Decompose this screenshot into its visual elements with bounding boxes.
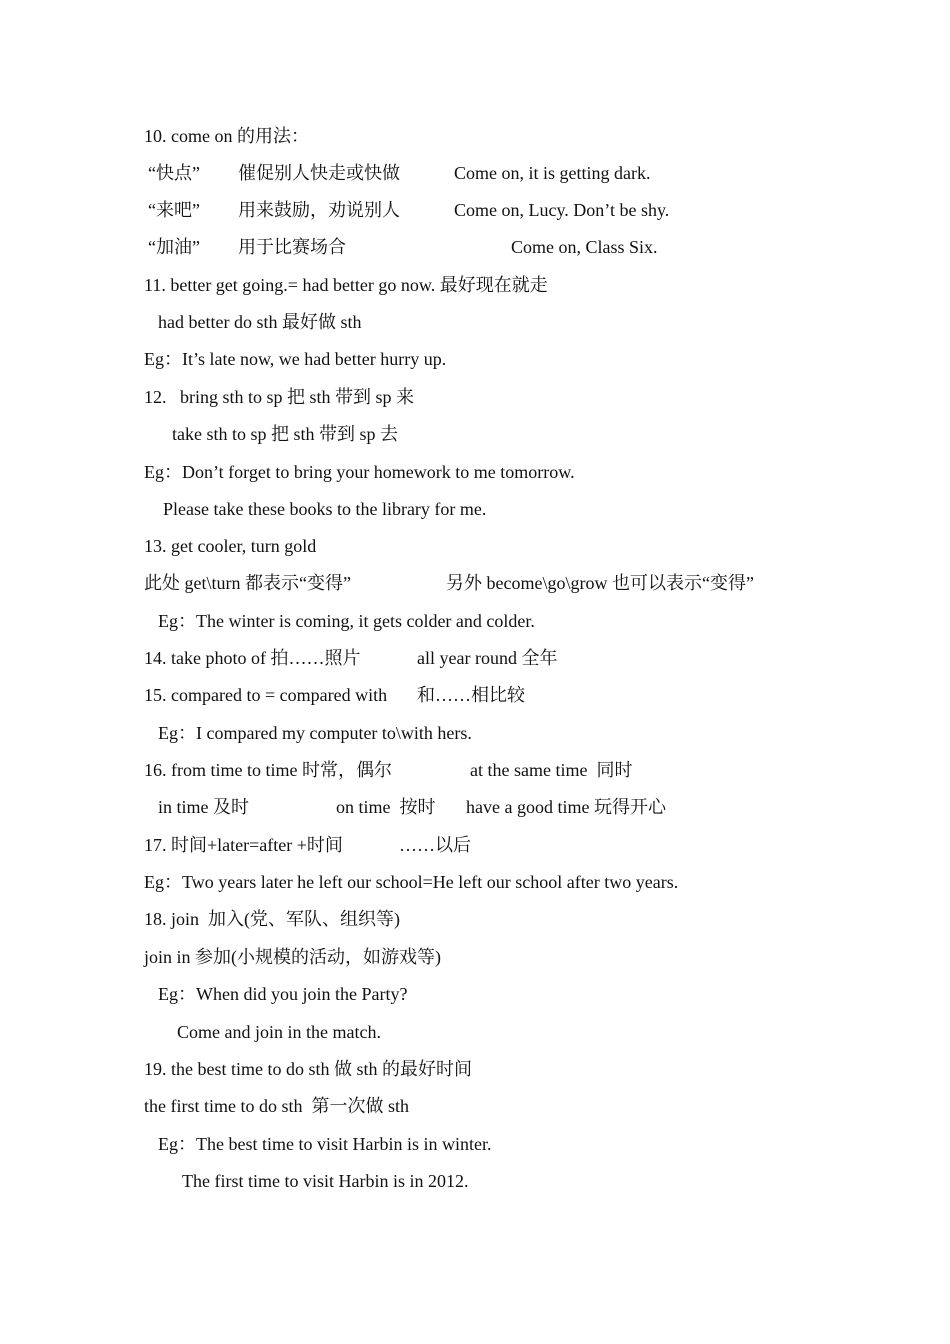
text-segment: 14. take photo of 拍……照片 — [144, 648, 361, 668]
text-segment: Eg：The winter is coming, it gets colder and colder. — [158, 611, 535, 631]
text-segment: Eg：When did you join the Party? — [158, 984, 408, 1004]
text-segment: Eg：I compared my computer to\with hers. — [158, 723, 472, 743]
text-segment: 10. come on 的用法： — [144, 126, 309, 146]
text-segment: 17. 时间+later=after +时间 — [144, 835, 343, 855]
text-segment: Come and join in the match. — [177, 1022, 381, 1042]
text-segment: 16. from time to time 时常，偶尔 — [144, 760, 392, 780]
text-segment: “来吧” — [148, 200, 200, 220]
text-segment: 另外 become\go\grow 也可以表示“变得” — [446, 573, 754, 593]
text-segment: all year round 全年 — [417, 648, 558, 668]
text-segment: 11. better get going.= had better go now. 最好现在就走 — [144, 275, 548, 295]
text-segment: 此处 get\turn 都表示“变得” — [144, 573, 351, 593]
text-segment: The first time to visit Harbin is in 2012. — [182, 1171, 469, 1191]
text-segment: 和……相比较 — [417, 685, 525, 705]
text-segment: 用于比赛场合 — [238, 237, 346, 257]
text-segment: on time 按时 — [336, 797, 436, 817]
text-segment: Eg：Two years later he left our school=He left our school after two years. — [144, 872, 679, 892]
text-segment: 13. get cooler, turn gold — [144, 536, 317, 556]
text-segment: join in 参加(小规模的活动，如游戏等) — [144, 947, 441, 967]
text-segment: 18. join 加入(党、军队、组织等) — [144, 909, 400, 929]
text-segment: “加油” — [148, 237, 200, 257]
text-segment: 19. the best time to do sth 做 sth 的最好时间 — [144, 1059, 472, 1079]
text-segment: Come on, Class Six. — [511, 237, 658, 257]
text-segment: Come on, it is getting dark. — [454, 163, 651, 183]
text-segment: ……以后 — [399, 835, 471, 855]
text-segment: Please take these books to the library for me. — [163, 499, 487, 519]
text-segment: take sth to sp 把 sth 带到 sp 去 — [172, 424, 399, 444]
text-segment: 15. compared to = compared with — [144, 685, 388, 705]
text-segment: Eg：Don’t forget to bring your homework to me tomorrow. — [144, 462, 575, 482]
text-segment: in time 及时 — [158, 797, 249, 817]
text-segment: 催促别人快走或快做 — [238, 163, 400, 183]
text-segment: “快点” — [148, 163, 200, 183]
text-segment: 12. bring sth to sp 把 sth 带到 sp 来 — [144, 387, 415, 407]
text-segment: had better do sth 最好做 sth — [158, 312, 362, 332]
text-segment: 用来鼓励，劝说别人 — [238, 200, 400, 220]
text-segment: Eg：The best time to visit Harbin is in winter. — [158, 1134, 492, 1154]
text-segment: at the same time 同时 — [470, 760, 633, 780]
text-segment: Eg：It’s late now, we had better hurry up. — [144, 349, 447, 369]
text-segment: Come on, Lucy. Don’t be shy. — [454, 200, 670, 220]
text-segment: have a good time 玩得开心 — [466, 797, 666, 817]
text-segment: the first time to do sth 第一次做 sth — [144, 1096, 409, 1116]
